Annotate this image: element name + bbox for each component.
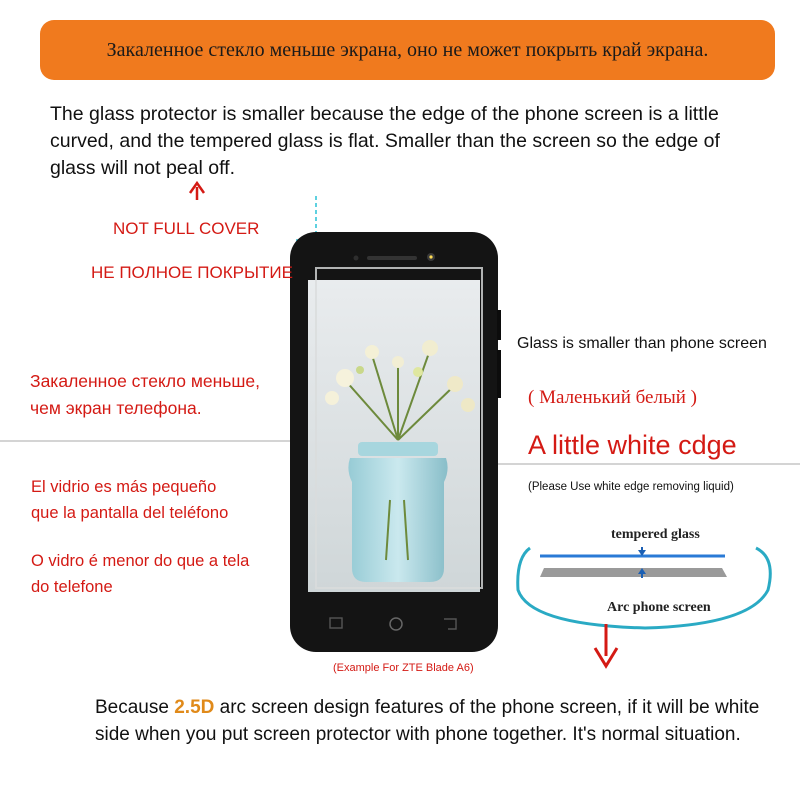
bottom-pre: Because [95,697,175,718]
small-white-ru-label: ( Маленький белый ) [528,387,697,408]
ru-smaller-line1: Закаленное стекло меньше, [30,371,261,391]
arc-screen-label: Arc phone screen [607,600,711,615]
example-caption: (Example For ZTE Blade A6) [333,662,474,674]
pt-text [31,548,249,600]
not-full-cover-label: NOT FULL COVER [113,219,260,238]
glass-smaller-label: Glass is smaller than phone screen [517,335,767,352]
ru-smaller-text [30,368,260,422]
tempered-glass-label: tempered glass [611,527,700,542]
bottom-post: arc screen design features of the phone screen, if it will be white side when you put screen protector with phone together. It's normal situation. [95,697,760,745]
remove-liquid-hint: (Please Use white edge removing liquid) [528,481,734,493]
bottom-paragraph [95,694,765,748]
es-line1: El vidrio es más pequeño [31,478,217,496]
es-text [31,474,228,526]
not-full-cover-ru-label: НЕ ПОЛНОЕ ПОКРЫТИЕ [91,263,293,282]
intro-paragraph: The glass protector is smaller because the edge of the phone screen is a little curved, and the tempered glass is flat. Smaller than the screen so the edge of glass will not peal off. [50,103,720,179]
highlight-2-5d: 2.5D [174,697,215,718]
ru-smaller-line2: чем экран телефона. [30,398,202,418]
pt-line1: O vidro é menor do que a tela [31,552,250,570]
little-white-edge-label: A little white cdge [528,430,737,460]
es-line2: que la pantalla del teléfono [31,504,229,522]
pt-line2: do telefone [31,578,113,596]
banner-text: Закаленное стекло меньше экрана, оно не может покрыть край экрана. [106,39,709,61]
